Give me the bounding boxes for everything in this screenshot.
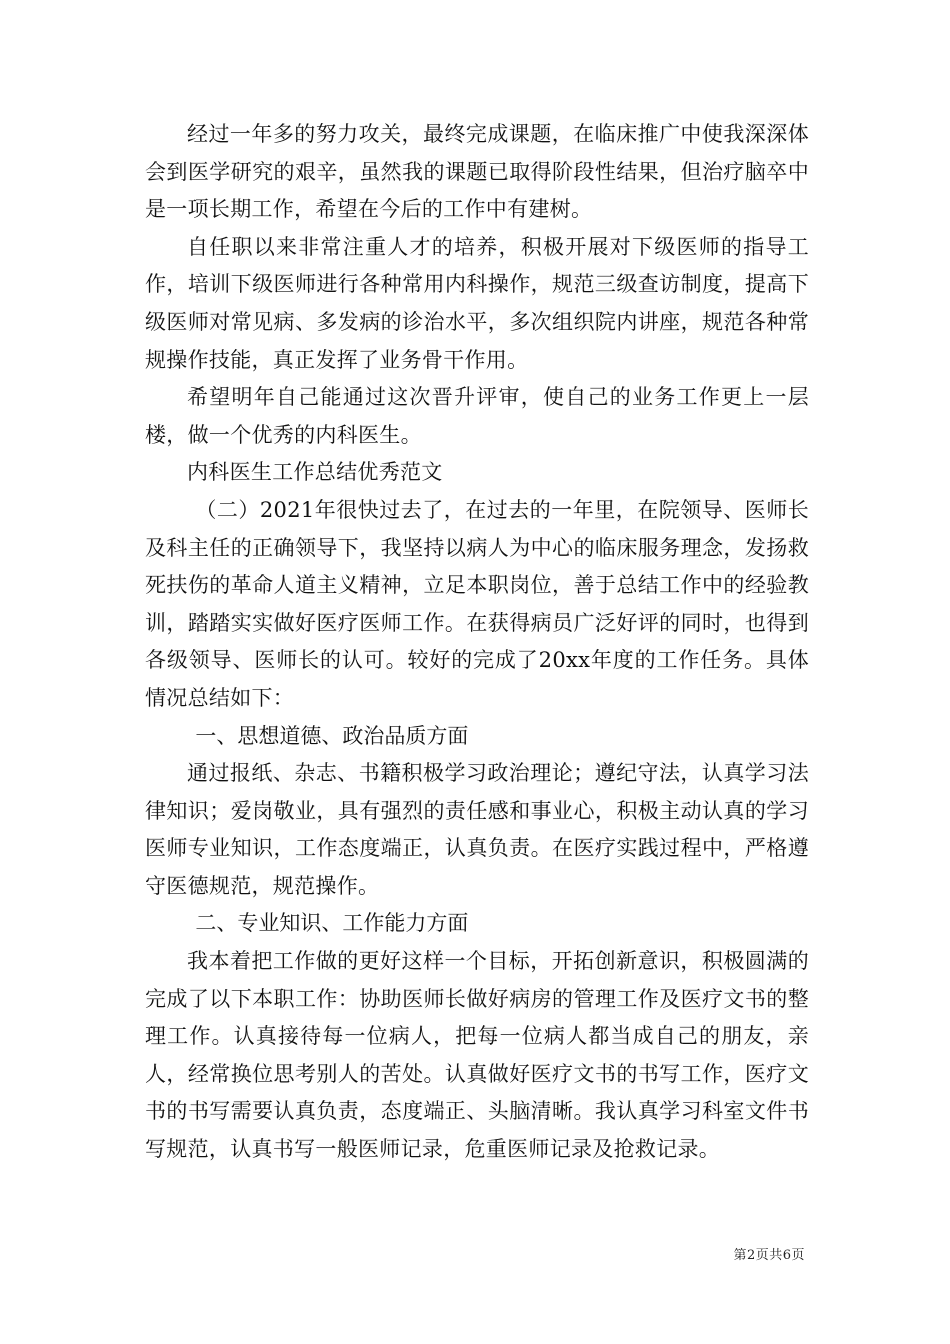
section-heading-skills: 二、专业知识、工作能力方面 [195,911,469,936]
paragraph-intro: （二）2021年很快过去了，在过去的一年里，在院领导、医师长及科主任的正确领导下，我坚持以病人为中心的临床服务理念，发扬救死扶伤的革命人道主义精神，立足本职岗位，善于总结工作中的经验教训，踏踏实实做好医疗医师工作。在获得病员广泛好评的同时，也得到各级领导、医师长的认可。较好的完成了20xx年度的工作任务。具体情况总结如下： [145,497,809,710]
paragraph-hope: 希望明年自己能通过这次晋升评审，使自己的业务工作更上一层楼，做一个优秀的内科医生。 [145,385,809,447]
paragraph-research: 经过一年多的努力攻关，最终完成课题，在临床推广中使我深深体会到医学研究的艰辛，虽然我的课题已取得阶段性结果，但治疗脑卒中是一项长期工作，希望在今后的工作中有建树。 [145,122,809,222]
paragraph-skills: 我本着把工作做的更好这样一个目标，开拓创新意识，积极圆满的完成了以下本职工作：协助医师长做好病房的管理工作及医疗文书的整理工作。认真接待每一位病人，把每一位病人都当成自己的朋友，亲人，经常换位思考别人的苦处。认真做好医疗文书的书写工作，医疗文书的书写需要认真负责，态度端正、头脑清晰。我认真学习科室文件书写规范，认真书写一般医师记录，危重医师记录及抢救记录。 [145,949,809,1162]
section-heading-ethics: 一、思想道德、政治品质方面 [195,723,469,748]
document-body [145,116,809,1169]
document-title: 内科医生工作总结优秀范文 [187,460,443,485]
page-number: 第2页共6页 [733,1248,805,1263]
paragraph-training: 自任职以来非常注重人才的培养，积极开展对下级医师的指导工作，培训下级医师进行各种常用内科操作，规范三级查访制度，提高下级医师对常见病、多发病的诊治水平，多次组织院内讲座，规范各种常规操作技能，真正发挥了业务骨干作用。 [145,234,809,372]
paragraph-ethics: 通过报纸、杂志、书籍积极学习政治理论；遵纪守法，认真学习法律知识；爱岗敬业，具有强烈的责任感和事业心，积极主动认真的学习医师专业知识，工作态度端正，认真负责。在医疗实践过程中，严格遵守医德规范，规范操作。 [145,761,809,898]
